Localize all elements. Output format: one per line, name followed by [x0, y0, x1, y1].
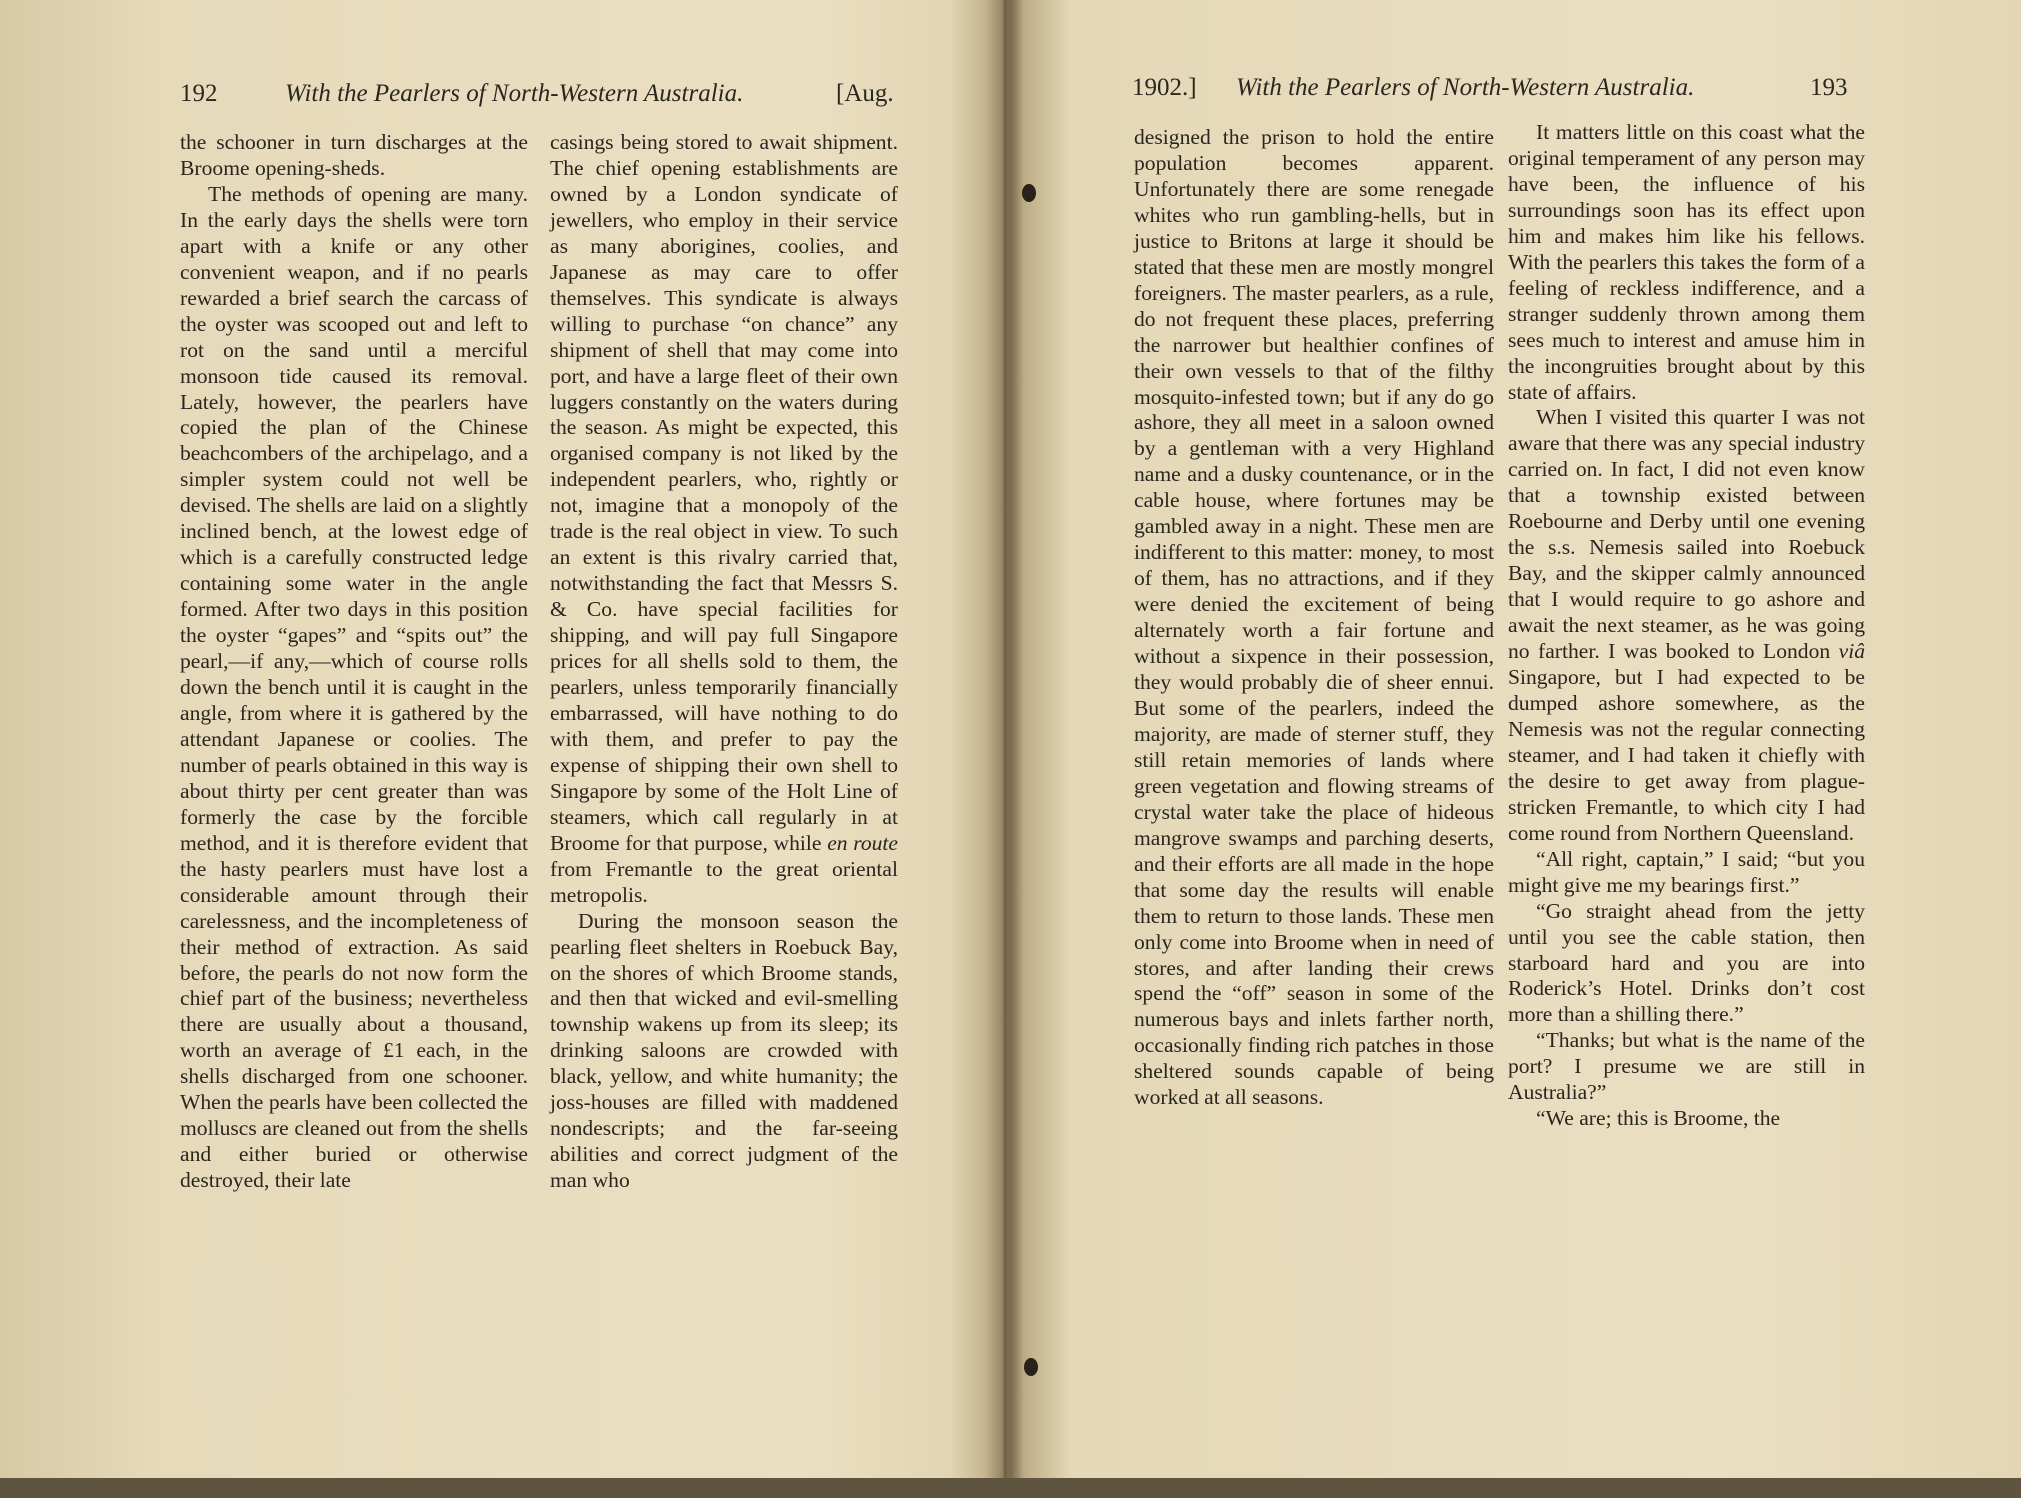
left-page-number: 192 — [180, 80, 218, 107]
right-page-number: 193 — [1810, 74, 1848, 101]
paragraph: the schooner in turn discharges at the Broome opening-sheds. — [180, 130, 528, 180]
left-running-head — [0, 80, 1000, 114]
paragraph: The methods of opening are many. In the early days the shells were torn apart with a knife or any other convenient weapon, and if no pearls rewarded a brief search the carcass of the oyster was scooped out and left to rot on the sand until a merciful monsoon tide caused its removal. Lately, however, the pearlers have copied the plan of the Chinese beachcombers of the archipelago, and a simpler system could not well be devised. The shells are laid on a slightly inclined bench, at the lowest edge of which is a carefully constructed ledge containing some water in the angle formed. After two days in this position the oyster “gapes” and “spits out” the pearl,—if any,—which of course rolls down the bench until it is caught in the angle, from where it is gathered by the attendant Japanese or coolies. The number of pearls obtained in this way is about thirty per cent greater than was formerly the case by the forcible method, and it is therefore evident that the hasty pearlers must have lost a considerable amount through their carelessness, and the incompleteness of their method of extraction. As said before, the pearls do not now form the chief part of the business; nevertheless there are usually about a thousand, worth an average of £1 each, in the shells discharged from one schooner. When the pearls have been collected the molluscs are cleaned out from the shells and either buried or otherwise destroyed, their late — [180, 181, 528, 1193]
right-running-head — [1004, 74, 2021, 108]
paragraph: “We are; this is Broome, the — [1536, 1106, 1781, 1131]
paragraph: “Go straight ahead from the jetty until you see the cable station, then starboard hard and you are into Roderick’s Hotel. Drinks don’t cost more than a shilling there.” — [1508, 898, 1865, 1027]
paragraph — [1508, 405, 1865, 846]
text-run: When I visited this quarter I was not aware that there was any special industry carried on. In fact, I did not even know that a township existed between Roebourne and Derby until one evening the s.s. Nemesis sailed into Roebuck Bay, and the skipper calmly announced that I would require to go ashore and await the next steamer, as he was going no farther. I was booked to London — [1508, 405, 1865, 664]
text-run: Singapore, but I had expected to be dumped ashore somewhere, as the Nemesis was not the regular connecting steamer, and I had taken it chiefly with the desire to get away from plague-stricken Fremantle, to which city I had come round from Northern Queensland. — [1508, 665, 1865, 845]
left-running-title: With the Pearlers of North-Western Australia. — [285, 80, 744, 107]
left-column-1 — [180, 130, 528, 1194]
paragraph: It matters little on this coast what the original temperament of any person may have been, the influence of his surroundings soon has its effect upon him and makes him like his fellows. With the pearlers this takes the form of a feeling of reckless indifference, and a stranger suddenly thrown among them sees much to interest and amuse him in the incongruities brought about by this state of affairs. — [1508, 120, 1865, 404]
right-running-date: 1902.] — [1132, 74, 1197, 101]
paragraph — [550, 130, 898, 909]
paragraph: designed the prison to hold the entire population becomes apparent. Unfortunately there are some renegade whites who run gambling-hells, but in justice to Britons at large it should be stated that these men are mostly mongrel foreigners. The master pearlers, as a rule, do not frequent these places, preferring the narrower but healthier confines of their own vessels to that of the filthy mosquito-infested town; but if any do go ashore, they all meet in a saloon owned by a gentleman with a very Highland name and a dusky countenance, or in the cable house, where fortunes may be gambled away in a night. These men are indifferent to this matter: money, to most of them, has no attractions, and if they were denied the excitement of being alternately worth a fair fortune and without a sixpence in their possession, they would probably die of sheer ennui. But some of the pearlers, indeed the majority, are made of sterner stuff, they still retain memories of lands where green vegetation and flowing streams of crystal water take the place of hideous mangrove swamps and parching deserts, and their efforts are all made in the hope that some day the results will enable them to return to those lands. These men only come into Broome when in need of stores, and after landing their crews spend the “off” season in some of the numerous bays and inlets farther north, occasionally finding rich patches in those sheltered sounds capable of being worked at all seasons. — [1134, 125, 1494, 1110]
paragraph: During the monsoon season the pearling fleet shelters in Roebuck Bay, on the shores of which Broome stands, and then that wicked and evil-smelling township wakens up from its sleep; its drinking saloons are crowded with black, yellow, and white humanity; the joss-houses are filled with maddened nondescripts; and the far-seeing abilities and correct judgment of the man who — [550, 908, 898, 1193]
left-running-date: [Aug. — [836, 80, 894, 107]
left-page — [0, 0, 1000, 1498]
italic-text: viâ — [1838, 639, 1865, 664]
page-bottom-edge — [0, 1478, 2021, 1498]
text-run: from Fremantle to the great oriental metropolis. — [550, 856, 898, 907]
right-running-title: With the Pearlers of North-Western Australia. — [1236, 74, 1695, 101]
paragraph: “Thanks; but what is the name of the port? I presume we are still in Australia?” — [1508, 1028, 1865, 1105]
left-column-2 — [550, 130, 898, 1194]
italic-text: en route — [827, 830, 899, 855]
right-column-1 — [1134, 125, 1494, 1111]
text-run: casings being stored to await shipment. The chief opening establishments are owned by a London syndicate of jewellers, who employ in their service as many aborigines, coolies, and Japanese as may care to offer themselves. This syndicate is always willing to purchase “on chance” any shipment of shell that may come into port, and have a large fleet of their own luggers constantly on the waters during the season. As might be expected, this organised company is not liked by the independent pearlers, who, rightly or not, imagine that a monopoly of the trade is the real object in view. To such an extent is this rivalry carried that, notwithstanding the fact that Messrs S. & Co. have special facilities for shipping, and will pay full Singapore prices for all shells sold to them, the pearlers, unless temporarily financially embarrassed, will have nothing to do with them, and prefer to pay the expense of shipping their own shell to Singapore by some of the Holt Line of steamers, which call regularly in at Broome for that purpose, while — [550, 130, 898, 855]
right-page — [1004, 0, 2021, 1498]
paragraph: “All right, captain,” I said; “but you might give me my bearings first.” — [1508, 846, 1865, 897]
right-column-2 — [1508, 120, 1865, 1132]
